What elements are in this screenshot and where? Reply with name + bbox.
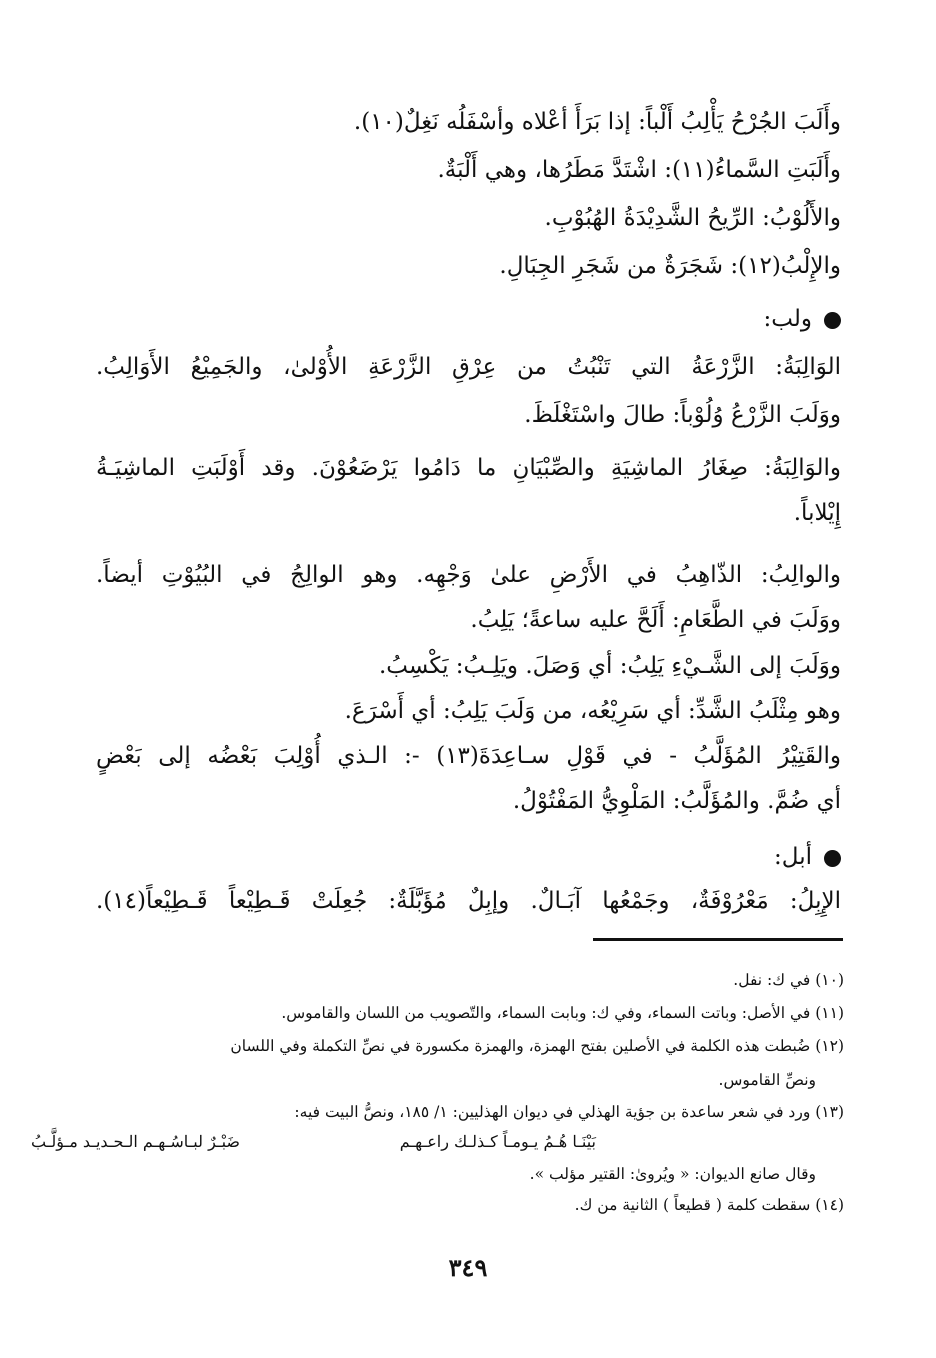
entry-line: وأَلَبَ الجُرْحُ يَأْلِبُ أَلْباً: إذا بَرَأَ أعْلاه وأسْفَلُه نَغِلٌ(١٠). — [353, 109, 841, 135]
entry-line: والقَتِيْرُ المُؤَلَّبُ - في قَوْلِ سـاعِدَةَ(١٣) -: الـذي أُوْلِبَ بَعْضُه إلى بَعْضٍ — [96, 743, 841, 769]
entry-line: والأَلُوْبُ: الرِّيحُ الشَّدِيْدَةُ الهُبُوْبِ. — [544, 205, 841, 231]
entry-line: الإِبِلُ: مَعْرُوْفَةٌ، وجَمْعُها آبَـالٌ. وإبِلٌ مُؤَبَّلَةٌ: جُعِلَتْ قَـطِيْعاً قَـطِيْعاً(١٤). — [96, 888, 841, 914]
page-number: ٣٤٩ — [448, 1253, 488, 1282]
entry-line: إِيْلاباً. — [793, 500, 841, 526]
footnote-10: (١٠) في ك: نفل. — [733, 971, 844, 989]
section-heading-wlb: ولب: — [764, 300, 841, 338]
footnote-12-cont: ونصِّ القاموس. — [718, 1071, 816, 1089]
entry-line: ووَلَبَ إلى الشَّـيْءِ يَلِبُ: أي وَصَلَ. ويَلِـبُ: يَكْسِبُ. — [378, 653, 841, 679]
entry-line: ووَلَبَ الزَّرْعُ وُلُوْباً: طالَ واسْتَغْلَظَ. — [524, 402, 841, 428]
footnote-14: (١٤) سقطت كلمة ( قطيعاً ) الثانية من ك. — [574, 1196, 844, 1214]
entry-line: ووَلَبَ في الطَّعَامِ: أَلَحَّ عليه ساعةً؛ يَلِبُ. — [470, 607, 841, 633]
entry-line: أي ضُمَّ. والمُؤَلَّبُ: المَلْوِيُّ المَفْتُوْلُ. — [512, 788, 841, 814]
bullet-icon — [824, 312, 841, 329]
entry-line: الوَالِبَةُ: الزَّرْعَةُ التي تَنْبُتُ من عِرْقِ الزَّرْعَةِ الأُوْلىٰ، والجَمِيْعُ الأَوَالِبُ. — [96, 354, 841, 380]
verse-hemistich-1: بَيْنَـا هُـمُ يـومـاً كـذلـك راعـهـم — [399, 1132, 596, 1151]
entry-line: والإِلْبُ(١٢): شَجَرَةٌ من شَجَرِ الجِبَالِ. — [499, 253, 841, 279]
entry-line: وهو مِثْلَبُ الشَّدِّ: أي سَرِيْعُه، من وَلَبَ يَلِبُ: أي أَسْرَعَ. — [344, 698, 841, 724]
entry-line: والوَالِبَةُ: صِغَارُ الماشِيَةِ والصِّبْيَانِ ما دَامُوا يَرْضَعُوْنَ. وقد أَوْلَبَتِ الماشِيَـةُ — [96, 455, 841, 481]
bullet-icon — [824, 850, 841, 867]
section-heading-abl: أبل: — [774, 838, 841, 876]
entry-line: وأَلَبَتِ السَّماءُ(١١): اشْتَدَّ مَطَرُها، وهي أَلْبَةٌ. — [437, 157, 841, 183]
footnote-divider — [593, 938, 843, 941]
entry-line: والوالِبُ: الذّاهِبُ في الأَرْضِ علىٰ وَجْهِه. وهو الوالِجُ في البُيُوْتِ أيضاً. — [96, 562, 841, 588]
footnote-11: (١١) في الأصل: وباتت السماء، وفي ك: وبابت السماء، والتّصويب من اللسان والقاموس. — [281, 1004, 844, 1022]
footnote-13: (١٣) ورد في شعر ساعدة بن جؤية الهذلي في ديوان الهذليين: ١/ ١٨٥، ونصُّ البيت فيه: — [294, 1103, 844, 1121]
footnote-12: (١٢) ضُبطت هذه الكلمة في الأصلين بفتح الهمزة، والهمزة مكسورة في نصِّ التكملة وفي اللسان — [230, 1037, 844, 1055]
footnote-13-cont: وقال صانع الديوان: « ويُروىٰ: القتير مؤلب ». — [529, 1165, 816, 1183]
verse-hemistich-2: ضَبْـرٌ لبـاسُـهـم الـحـديـد مـؤلَّـبُ — [30, 1132, 240, 1151]
